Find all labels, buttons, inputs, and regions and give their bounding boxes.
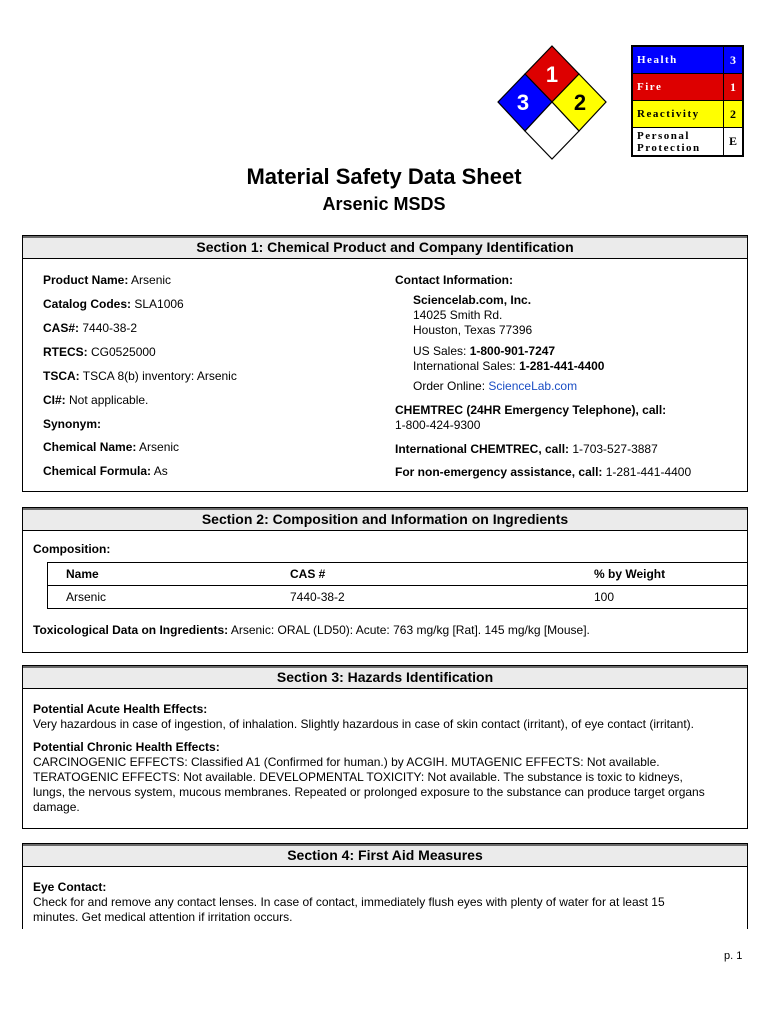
nfpa-reactivity-rating: 2 bbox=[573, 90, 587, 115]
intl-sales-row bbox=[413, 359, 604, 373]
hazard-value: E bbox=[724, 128, 744, 157]
toxicological-data-label: Toxicological Data on Ingredients: bbox=[33, 623, 229, 637]
eye-contact-label: Eye Contact: bbox=[33, 880, 107, 894]
field-label: RTECS: bbox=[43, 345, 88, 359]
field-value: Arsenic bbox=[128, 273, 172, 287]
document-title: Material Safety Data Sheet bbox=[246, 164, 522, 189]
toxicological-data-row bbox=[33, 623, 590, 637]
cell-cas: 7440-38-2 bbox=[272, 586, 577, 609]
us-sales-label: US Sales: bbox=[413, 344, 470, 358]
field-value: SLA1006 bbox=[131, 297, 184, 311]
table-header-row bbox=[48, 563, 748, 586]
chronic-effects-line-1: CARCINOGENIC EFFECTS: Classified A1 (Confirmed for human.) by ACGIH. MUTAGENIC EFFECTS: Not available. bbox=[33, 755, 660, 769]
section-3 bbox=[22, 665, 748, 829]
rtecs-row bbox=[43, 345, 156, 359]
intl-chemtrec-label: International CHEMTREC, call: bbox=[395, 442, 570, 456]
chemtrec-label: CHEMTREC (24HR Emergency Telephone), call: bbox=[395, 403, 667, 417]
hazard-value: 2 bbox=[724, 101, 744, 128]
address-line-1: 14025 Smith Rd. bbox=[413, 308, 503, 322]
ci-row bbox=[43, 393, 148, 407]
column-header-cas: CAS # bbox=[272, 563, 577, 586]
field-value: Not applicable. bbox=[65, 393, 149, 407]
field-value: 7440-38-2 bbox=[79, 321, 138, 335]
page-number: p. 1 bbox=[724, 950, 743, 962]
field-value: Arsenic bbox=[136, 440, 180, 454]
section-2-heading: Section 2: Composition and Information on Ingredients bbox=[23, 508, 747, 531]
field-label: Synonym: bbox=[43, 417, 102, 431]
cell-weight: 100 bbox=[577, 586, 747, 609]
field-label: CI#: bbox=[43, 393, 66, 407]
acute-effects-text: Very hazardous in case of ingestion, of inhalation. Slightly hazardous in case of skin contact (irritant), of eye contact (irritant). bbox=[33, 717, 695, 731]
field-value: As bbox=[151, 464, 168, 478]
field-label: CAS#: bbox=[43, 321, 80, 335]
field-label: Chemical Formula: bbox=[43, 464, 152, 478]
hazard-rating-table bbox=[631, 45, 744, 157]
composition-label: Composition: bbox=[33, 542, 111, 556]
personal-label-line2: Protection bbox=[637, 141, 701, 154]
product-name-row bbox=[43, 273, 171, 287]
personal-label-line1: Personal bbox=[637, 129, 690, 142]
contact-information-label: Contact Information: bbox=[395, 273, 513, 287]
tsca-row bbox=[43, 369, 237, 383]
chronic-effects-line-3: lungs, the nervous system, mucous membranes. Repeated or prolonged exposure to the substance can produce target organs bbox=[33, 785, 705, 799]
intl-chemtrec-row bbox=[395, 442, 658, 456]
intl-sales-phone: 1-281-441-4400 bbox=[519, 359, 605, 373]
hazard-value: 3 bbox=[724, 46, 744, 74]
non-emergency-phone: 1-281-441-4400 bbox=[602, 465, 692, 479]
column-header-name: Name bbox=[48, 563, 273, 586]
section-2 bbox=[22, 507, 748, 653]
order-online-link[interactable]: ScienceLab.com bbox=[488, 379, 578, 393]
synonym-row bbox=[43, 417, 101, 431]
catalog-codes-row bbox=[43, 297, 184, 311]
chemical-name-row bbox=[43, 440, 179, 454]
field-label: Product Name: bbox=[43, 273, 129, 287]
composition-table bbox=[47, 562, 747, 609]
address-line-2: Houston, Texas 77396 bbox=[413, 323, 533, 337]
hazard-value: 1 bbox=[724, 74, 744, 101]
field-label: Catalog Codes: bbox=[43, 297, 132, 311]
section-1-heading: Section 1: Chemical Product and Company Identification bbox=[23, 236, 747, 259]
table-row bbox=[48, 586, 748, 609]
order-online-row bbox=[413, 379, 577, 393]
section-4 bbox=[22, 843, 748, 929]
document-subtitle: Arsenic MSDS bbox=[322, 194, 446, 214]
chemtrec-phone: 1-800-424-9300 bbox=[395, 418, 481, 432]
chronic-effects-line-2: TERATOGENIC EFFECTS: Not available. DEVELOPMENTAL TOXICITY: Not available. The substance is toxic to kidneys, bbox=[33, 770, 683, 784]
field-value: TSCA 8(b) inventory: Arsenic bbox=[79, 369, 237, 383]
chronic-effects-label: Potential Chronic Health Effects: bbox=[33, 740, 220, 754]
hazard-row-health bbox=[632, 46, 743, 74]
hazard-label bbox=[632, 128, 724, 157]
nfpa-fire-rating: 1 bbox=[545, 62, 559, 87]
field-label: Chemical Name: bbox=[43, 440, 137, 454]
eye-contact-line-2: minutes. Get medical attention if irritation occurs. bbox=[33, 910, 293, 924]
section-1 bbox=[22, 235, 748, 492]
intl-chemtrec-phone: 1-703-527-3887 bbox=[569, 442, 658, 456]
hazard-row-personal-protection bbox=[632, 128, 743, 157]
toxicological-data-text: Arsenic: ORAL (LD50): Acute: 763 mg/kg [Rat]. 145 mg/kg [Mouse]. bbox=[228, 623, 590, 637]
non-emergency-label: For non-emergency assistance, call: bbox=[395, 465, 603, 479]
section-3-heading: Section 3: Hazards Identification bbox=[23, 666, 747, 689]
hazard-row-fire bbox=[632, 74, 743, 101]
cell-name: Arsenic bbox=[48, 586, 273, 609]
intl-sales-label: International Sales: bbox=[413, 359, 520, 373]
us-sales-row bbox=[413, 344, 555, 358]
hazard-label: Health bbox=[632, 46, 724, 74]
us-sales-phone: 1-800-901-7247 bbox=[469, 344, 556, 358]
chemical-formula-row bbox=[43, 464, 168, 478]
order-online-label: Order Online: bbox=[413, 379, 489, 393]
non-emergency-row bbox=[395, 465, 691, 479]
hazard-label: Fire bbox=[632, 74, 724, 101]
hazard-row-reactivity bbox=[632, 101, 743, 128]
section-4-heading: Section 4: First Aid Measures bbox=[23, 844, 747, 867]
eye-contact-line-1: Check for and remove any contact lenses. In case of contact, immediately flush eyes with plenty of water for at least 15 bbox=[33, 895, 665, 909]
nfpa-health-rating: 3 bbox=[516, 90, 530, 115]
field-label: TSCA: bbox=[43, 369, 80, 383]
company-name: Sciencelab.com, Inc. bbox=[413, 293, 532, 307]
acute-effects-label: Potential Acute Health Effects: bbox=[33, 702, 208, 716]
nfpa-hazard-diamond bbox=[496, 44, 608, 162]
field-value: CG0525000 bbox=[87, 345, 156, 359]
chronic-effects-line-4: damage. bbox=[33, 800, 80, 814]
column-header-weight: % by Weight bbox=[577, 563, 747, 586]
hazard-label: Reactivity bbox=[632, 101, 724, 128]
cas-row bbox=[43, 321, 137, 335]
